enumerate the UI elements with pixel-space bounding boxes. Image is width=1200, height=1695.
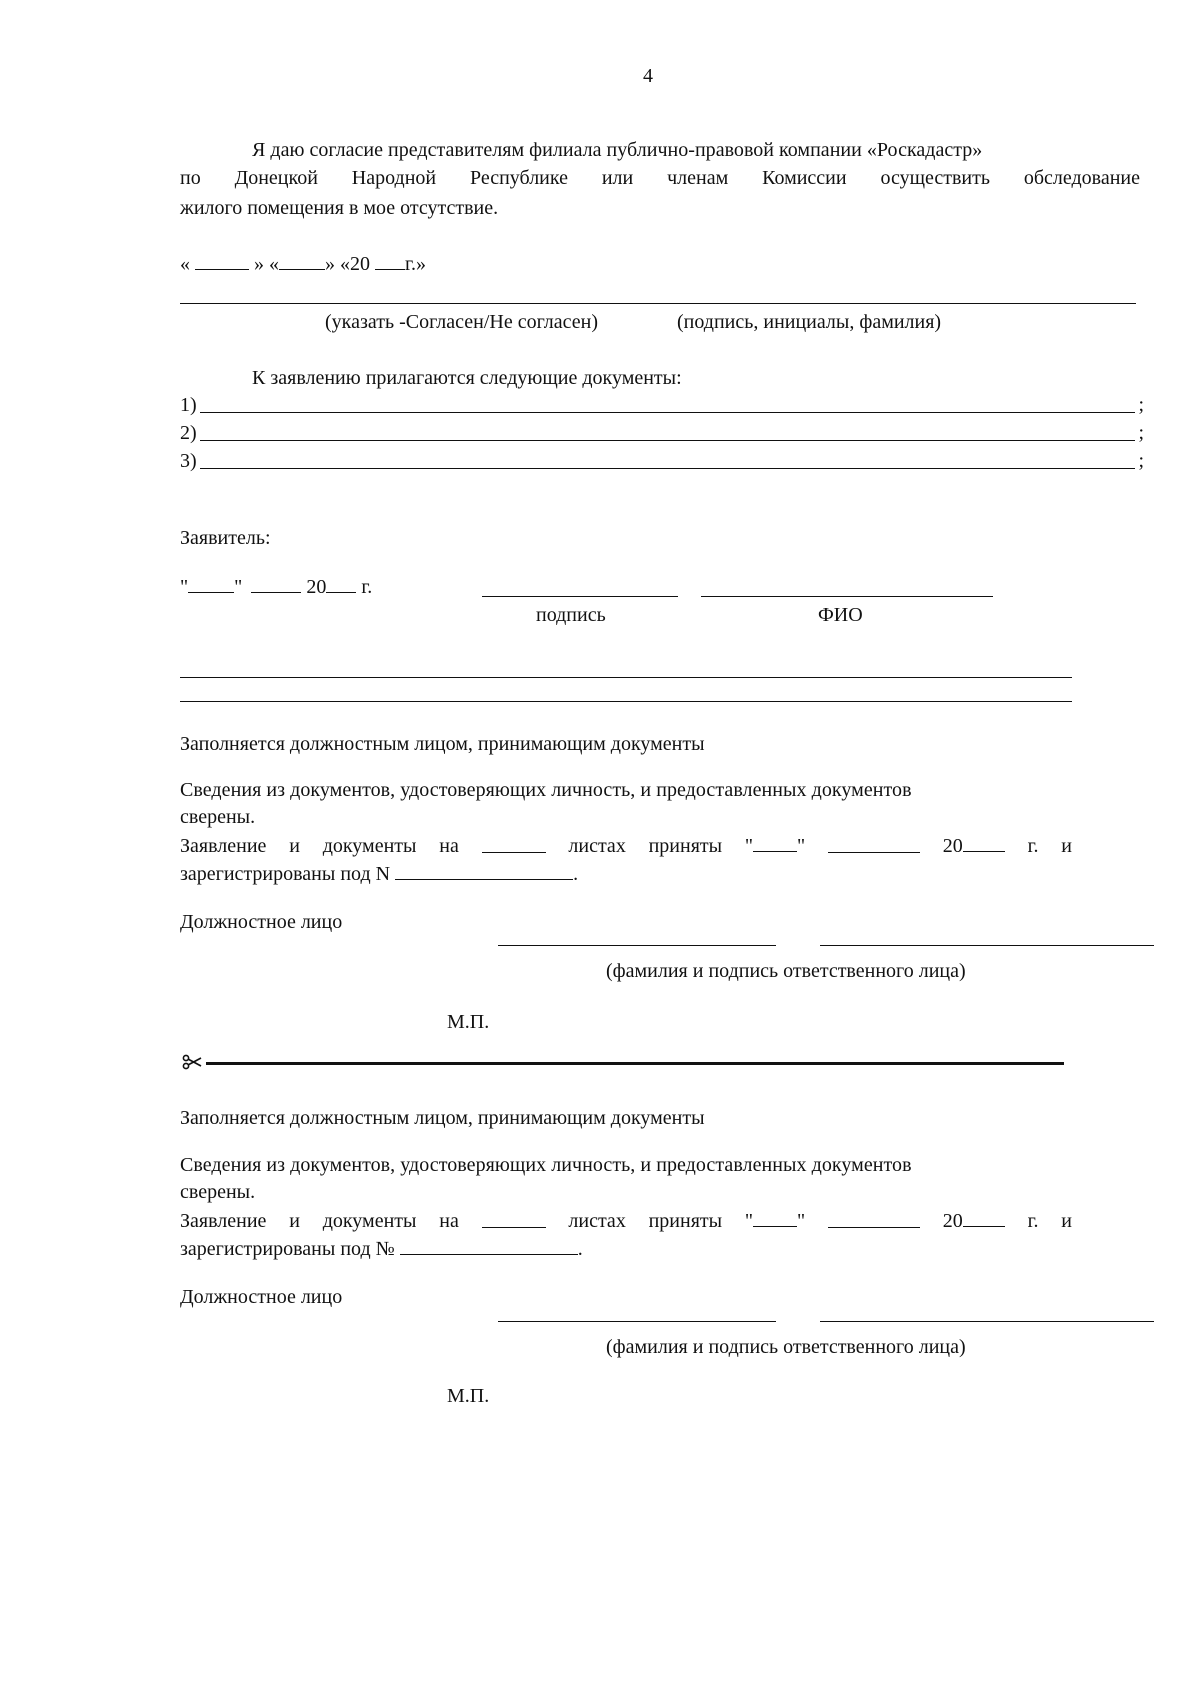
quote: ": [797, 1210, 806, 1232]
word: г.: [1027, 835, 1039, 857]
year-blank[interactable]: [963, 1209, 1005, 1227]
cut-line: [182, 1054, 1082, 1074]
consent-text-1: Я даю согласие представителям филиала публично-правовой компании «Роскадастр»: [252, 139, 983, 161]
quote-open: «: [269, 253, 279, 275]
attachment-line[interactable]: [200, 412, 1136, 413]
word: документы: [322, 835, 417, 857]
quote: ": [180, 576, 189, 598]
official-signature-line-2b[interactable]: [820, 1321, 1154, 1322]
item-number: 2): [180, 422, 197, 444]
quote-close: »: [254, 253, 264, 275]
day-blank[interactable]: [188, 575, 234, 593]
consent-line-3: жилого помещения в мое отсутствие.: [180, 197, 499, 219]
quote: ": [744, 1210, 754, 1232]
sheets-blank[interactable]: [482, 832, 546, 853]
blank-line-1[interactable]: [180, 677, 1072, 678]
word: листах: [568, 835, 626, 857]
blank-line-2[interactable]: [180, 701, 1072, 702]
stamp-label-1: М.П.: [447, 1011, 490, 1033]
consent-date: [180, 252, 426, 276]
item-end: ;: [1138, 394, 1144, 416]
word: приняты: [648, 1210, 723, 1232]
verify-line-1b: сверены.: [180, 806, 256, 828]
consent-line-1: [252, 136, 1140, 164]
cut-rule: [206, 1062, 1064, 1065]
item-end: ;: [1138, 422, 1144, 444]
official-label-2: Должностное лицо: [180, 1286, 343, 1308]
applicant-name-label: ФИО: [818, 604, 863, 626]
word: листах: [568, 1210, 626, 1232]
attachment-line[interactable]: [200, 468, 1136, 469]
official-caption-1: (фамилия и подпись ответственного лица): [606, 960, 966, 982]
year-blank[interactable]: [963, 834, 1005, 852]
year-prefix: «20: [340, 253, 370, 275]
word: и: [1061, 835, 1072, 857]
accepted-line-1: [180, 832, 1072, 860]
word: на: [439, 835, 459, 857]
day-blank[interactable]: [753, 834, 797, 852]
applicant-name-line[interactable]: [701, 596, 993, 597]
registered-line-2: [180, 1237, 583, 1261]
word: и: [1061, 1210, 1072, 1232]
applicant-signature-line[interactable]: [482, 596, 678, 597]
consent-caption-left: (указать -Согласен/Не согласен): [325, 311, 598, 333]
attachment-item-2[interactable]: [180, 421, 1144, 445]
word: г.: [1027, 1210, 1039, 1232]
official-label-1: Должностное лицо: [180, 911, 343, 933]
quote: ": [797, 835, 806, 857]
registered-line-1: [180, 862, 578, 886]
quote-close: »: [325, 253, 335, 275]
consent-caption-right: (подпись, инициалы, фамилия): [677, 311, 942, 333]
consent-signature-line[interactable]: [180, 303, 1136, 304]
year-suffix: г.: [361, 576, 373, 598]
official-signature-line-1b[interactable]: [820, 945, 1154, 946]
consent-line-2: [180, 164, 1140, 192]
month-blank[interactable]: [251, 575, 301, 593]
word: документы: [322, 1210, 417, 1232]
quote: ": [234, 576, 243, 598]
month-blank[interactable]: [828, 1207, 920, 1228]
attachments-heading: К заявлению прилагаются следующие документы:: [252, 367, 682, 389]
verify-line-2a: Сведения из документов, удостоверяющих личность, и предоставленных документов: [180, 1154, 912, 1176]
applicant-date: [180, 575, 372, 599]
attachment-line[interactable]: [200, 440, 1136, 441]
accepted-line-2: [180, 1207, 1072, 1235]
official-caption-2: (фамилия и подпись ответственного лица): [606, 1336, 966, 1358]
period: .: [573, 863, 579, 885]
stamp-label-2: М.П.: [447, 1385, 490, 1407]
day-blank[interactable]: [753, 1209, 797, 1227]
official-signature-line-2a[interactable]: [498, 1321, 776, 1322]
official-heading-2: Заполняется должностным лицом, принимающим документы: [180, 1107, 705, 1129]
applicant-label: Заявитель:: [180, 527, 271, 549]
attachment-item-3[interactable]: [180, 449, 1144, 473]
quote-open: «: [180, 253, 190, 275]
word: Заявление: [180, 835, 267, 857]
word: приняты: [648, 835, 723, 857]
registered-label: зарегистрированы под №: [180, 1238, 395, 1260]
word: на: [439, 1210, 459, 1232]
consent-text-2: по Донецкой Народной Республике или членам Комиссии осуществить обследование: [180, 167, 1140, 189]
page-number: 4: [643, 65, 653, 87]
year-blank[interactable]: [375, 252, 405, 270]
item-number: 1): [180, 394, 197, 416]
registration-number-blank[interactable]: [400, 1237, 578, 1255]
day-blank[interactable]: [195, 252, 249, 270]
item-number: 3): [180, 450, 197, 472]
word: и: [289, 835, 300, 857]
month-blank[interactable]: [279, 252, 325, 270]
year-prefix: 20: [942, 835, 963, 857]
scissors-icon: [182, 1054, 202, 1075]
period: .: [577, 1238, 583, 1260]
year-blank[interactable]: [326, 575, 356, 593]
year-suffix: г.»: [405, 253, 426, 275]
registered-label: зарегистрированы под N: [180, 863, 391, 885]
registration-number-blank[interactable]: [395, 862, 573, 880]
word: Заявление: [180, 1210, 267, 1232]
official-signature-line-1a[interactable]: [498, 945, 776, 946]
verify-line-2b: сверены.: [180, 1181, 256, 1203]
word: и: [289, 1210, 300, 1232]
attachment-item-1[interactable]: [180, 393, 1144, 417]
applicant-signature-label: подпись: [536, 604, 606, 626]
year-prefix: 20: [306, 576, 327, 598]
sheets-blank[interactable]: [482, 1207, 546, 1228]
verify-line-1a: Сведения из документов, удостоверяющих личность, и предоставленных документов: [180, 779, 912, 801]
official-heading-1: Заполняется должностным лицом, принимающим документы: [180, 733, 705, 755]
month-blank[interactable]: [828, 832, 920, 853]
item-end: ;: [1138, 450, 1144, 472]
quote: ": [744, 835, 754, 857]
year-prefix: 20: [942, 1210, 963, 1232]
